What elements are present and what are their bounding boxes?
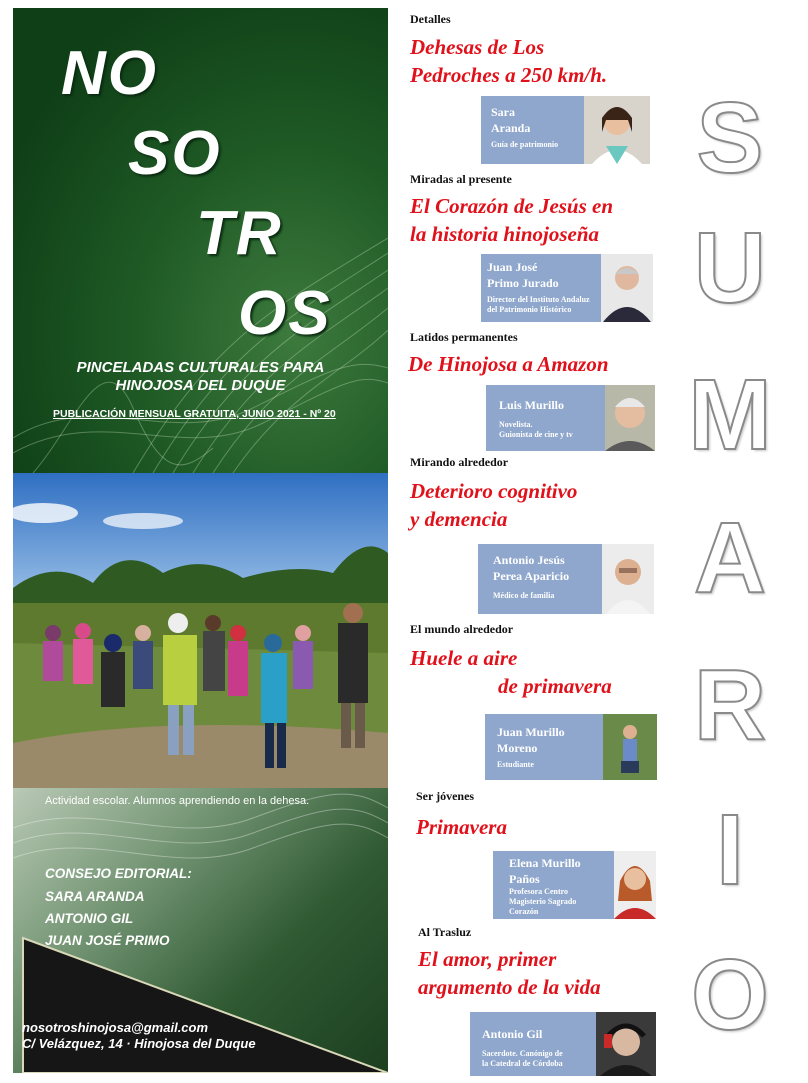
author-card <box>485 714 657 780</box>
author-role: Médico de familia <box>493 591 555 600</box>
sumario-letter: M <box>688 359 772 471</box>
photo-caption: Actividad escolar. Alumnos aprendiendo en la dehesa. <box>45 795 310 807</box>
avatar <box>584 96 650 164</box>
cover-subtitle-line1: PINCELADAS CULTURALES PARA <box>76 359 325 376</box>
contact-email[interactable]: nosotroshinojosa@gmail.com <box>22 1020 209 1035</box>
article-title-line: Primavera <box>416 815 507 839</box>
article-title[interactable] <box>410 477 577 533</box>
sumario-letter: U <box>693 212 767 324</box>
author-role: Sacerdote. Canónigo de la Catedral de Córdoba <box>482 1049 563 1068</box>
title-word-2: SO <box>128 119 222 188</box>
avatar <box>602 544 654 614</box>
avatar <box>605 385 655 451</box>
sumario-letter: I <box>716 794 744 906</box>
author-card <box>478 544 654 614</box>
article-title-line: y demencia <box>410 507 508 531</box>
article-title[interactable] <box>416 813 507 841</box>
article-title-line: Pedroches a 250 km/h. <box>410 63 608 87</box>
article-title-line: Deterioro cognitivo <box>410 479 578 503</box>
article-title[interactable] <box>410 644 612 700</box>
editorial-member: SARA ARANDA <box>45 889 145 904</box>
students-in-dehesa-image <box>13 473 388 788</box>
author-role: Director del Instituto Andaluz del Patrimonio Histórico <box>487 295 590 314</box>
avatar <box>601 254 653 322</box>
article-title-line: Dehesas de Los <box>410 35 545 59</box>
contact-address: C/ Velázquez, 14 · Hinojosa del Duque <box>22 1036 256 1051</box>
article-title-line: El Corazón de Jesús en <box>410 194 614 218</box>
author-role: Estudiante <box>497 760 534 769</box>
sumario-letter: R <box>693 649 767 761</box>
sumario-letter: A <box>693 502 767 614</box>
publication-info: PUBLICACIÓN MENSUAL GRATUITA, JUNIO 2021 - Nº 20 <box>53 408 336 420</box>
author-name: Juan José Primo Jurado <box>487 260 559 290</box>
author-card <box>481 96 650 164</box>
author-name: Luis Murillo <box>499 398 565 412</box>
section-label: Latidos permanentes <box>410 330 518 344</box>
article-title-line: De Hinojosa a Amazon <box>408 352 609 376</box>
author-card <box>493 851 656 919</box>
author-role: Novelista. Guionista de cine y tv <box>499 420 573 439</box>
cover-header <box>13 8 388 473</box>
author-card <box>470 1012 656 1076</box>
section-label: El mundo alrededor <box>410 622 514 636</box>
cover-photo <box>13 473 388 788</box>
editorial-member: JUAN JOSÉ PRIMO <box>45 933 170 948</box>
section-label: Al Trasluz <box>418 925 472 939</box>
article-title-line: la historia hinojoseña <box>410 222 600 246</box>
article-title[interactable] <box>408 350 609 378</box>
article-title-line: argumento de la vida <box>418 975 601 999</box>
cover-subtitle-line2: HINOJOSA DEL DUQUE <box>115 377 286 394</box>
article-title[interactable] <box>410 33 607 89</box>
author-card <box>481 254 653 322</box>
author-name: Antonio Jesús Perea Aparicio <box>493 553 570 583</box>
editorial-member: ANTONIO GIL <box>45 911 134 926</box>
author-role: Guía de patrimonio <box>491 140 559 149</box>
article-title[interactable] <box>418 945 601 1001</box>
section-label: Mirando alrededor <box>410 455 509 469</box>
title-word-3: TR <box>196 199 283 268</box>
article-title[interactable] <box>410 192 613 248</box>
author-name: Sara Aranda <box>491 105 531 135</box>
article-title-line: El amor, primer <box>418 947 557 971</box>
author-name: Juan Murillo Moreno <box>497 725 565 755</box>
author-name: Antonio Gil <box>482 1027 543 1041</box>
section-label: Miradas al presente <box>410 172 512 186</box>
article-title-line: Huele a aire <box>410 646 518 670</box>
article-title-line: de primavera <box>498 674 612 698</box>
avatar <box>596 1012 656 1076</box>
sumario-letter: S <box>696 82 764 194</box>
author-name: Elena Murillo Paños <box>509 856 581 886</box>
sumario-letter: O <box>691 939 769 1051</box>
author-card <box>486 385 655 451</box>
title-word-1: NO <box>61 39 158 108</box>
section-label: Detalles <box>410 12 451 26</box>
section-label: Ser jóvenes <box>416 789 475 803</box>
editorial-heading: CONSEJO EDITORIAL: <box>45 866 192 881</box>
title-word-4: OS <box>238 279 332 348</box>
avatar <box>614 851 656 919</box>
avatar <box>603 714 657 780</box>
author-role: Profesora Centro Magisterio Sagrado Corazón <box>509 887 577 916</box>
